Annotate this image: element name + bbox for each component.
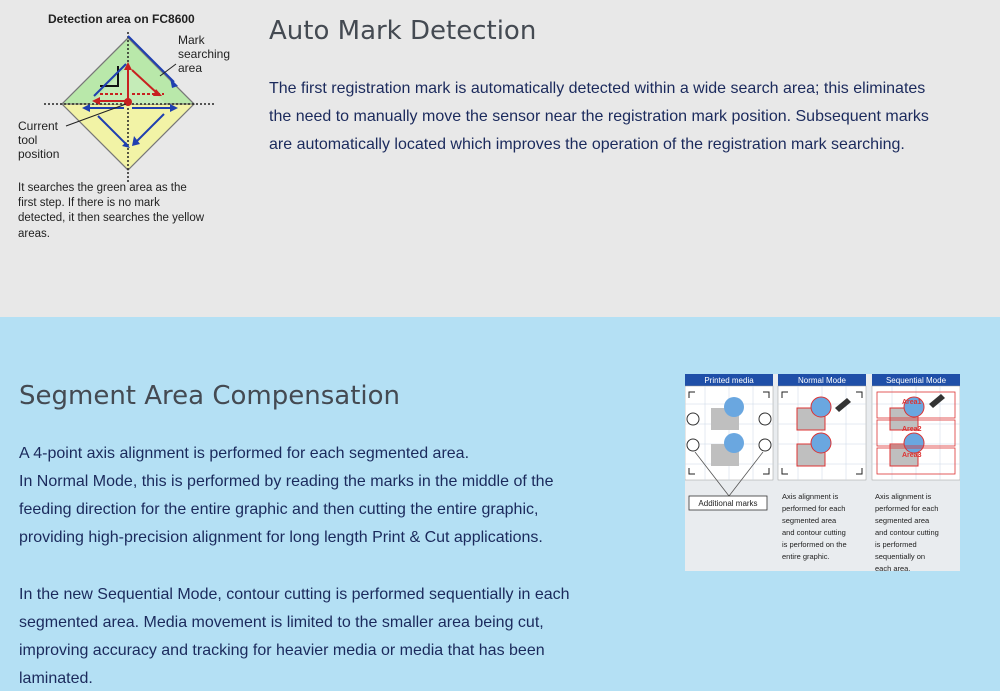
header-normal-mode: Normal Mode	[797, 376, 847, 385]
segment-p2-line-1: In the new Sequential Mode, contour cutting is performed sequentially in each	[19, 586, 570, 603]
sequential-mode-desc-line-4: and contour cutting	[875, 528, 939, 537]
sequential-mode-desc-line-3: segmented area	[875, 516, 930, 525]
segment-p2-line-3: improving accuracy and tracking for heavier media or media that has been	[19, 642, 545, 659]
diagram-caption-4: areas.	[18, 228, 50, 240]
normal-mode-desc-line-4: and contour cutting	[782, 528, 846, 537]
segment-p2-line-4: laminated.	[19, 670, 93, 687]
mark-area-label-3: area	[178, 61, 203, 75]
auto-mark-line-2: the need to manually move the sensor near the registration mark position. Subsequent marks	[269, 108, 929, 125]
diagram-caption-3: detected, it then searches the yellow	[18, 212, 205, 224]
segment-section	[0, 317, 1000, 691]
normal-mode-desc-line-6: entire graphic.	[782, 552, 830, 561]
sequential-mode-desc-line-7: each area.	[875, 564, 911, 571]
auto-mark-line-3: are automatically located which improves the operation of the registration mark searching.	[269, 136, 905, 153]
segment-p1-line-4: providing high-precision alignment for long length Print & Cut applications.	[19, 529, 543, 546]
tool-position-label-3: position	[18, 147, 60, 161]
segment-p1-line-3: feeding direction for the entire graphic and then cutting the entire graphic,	[19, 501, 539, 518]
auto-mark-title: Auto Mark Detection	[269, 16, 537, 46]
area1-label: Area1	[902, 399, 922, 406]
header-printed-media: Printed media	[704, 376, 754, 385]
normal-mode-desc-line-2: performed for each	[782, 504, 846, 513]
auto-mark-section	[0, 0, 1000, 317]
sequential-mode-desc-line-2: performed for each	[875, 504, 939, 513]
normal-mode-desc-line-1: Axis alignment is	[782, 492, 839, 501]
tool-position-label-1: Current	[18, 119, 59, 133]
tool-position-label-2: tool	[18, 133, 38, 147]
sequential-mode-desc-line-6: sequentially on	[875, 552, 926, 561]
segment-p1-line-1: A 4-point axis alignment is performed for each segmented area.	[19, 445, 470, 462]
segment-p2-line-2: segmented area. Media movement is limited to the smaller area being cut,	[19, 614, 544, 631]
mark-area-label-1: Mark	[178, 33, 205, 47]
segment-mode-figure	[685, 374, 960, 571]
sequential-mode-desc-line-5: is performed	[875, 540, 917, 549]
auto-mark-line-1: The first registration mark is automatically detected within a wide search area; this eliminates	[269, 80, 926, 97]
segment-title: Segment Area Compensation	[19, 381, 401, 411]
sequential-mode-desc-line-1: Axis alignment is	[875, 492, 932, 501]
diagram-title: Detection area on FC8600	[48, 12, 195, 26]
area2-label: Area2	[902, 426, 922, 433]
diagram-caption-2: first step. If there is no mark	[18, 197, 160, 209]
area3-label: Area3	[902, 452, 922, 459]
diagram-caption-1: It searches the green area as the	[18, 182, 187, 194]
normal-mode-desc-line-3: segmented area	[782, 516, 837, 525]
header-sequential-mode: Sequential Mode	[885, 376, 947, 385]
segment-p1-line-2: In Normal Mode, this is performed by reading the marks in the middle of the	[19, 473, 554, 490]
normal-mode-desc-line-5: is performed on the	[782, 540, 847, 549]
mark-area-label-2: searching	[178, 47, 231, 61]
detection-area-diagram	[14, 6, 254, 246]
additional-marks-label: Additional marks	[698, 499, 758, 508]
